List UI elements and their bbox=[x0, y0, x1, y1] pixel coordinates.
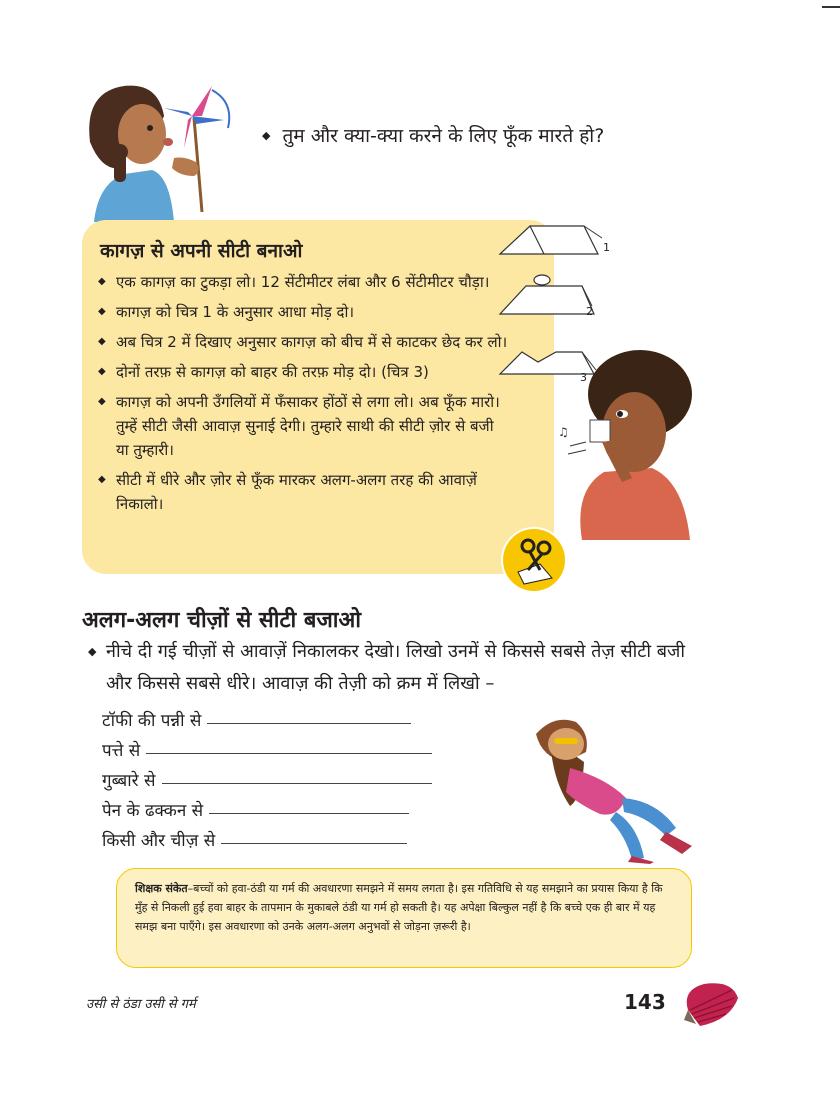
activity-step: ◆ सीटी में धीरे और ज़ोर से फूँक मारकर अलग-अलग तरह की आवाज़ें निकालो। bbox=[98, 468, 510, 516]
fill-in-row bbox=[102, 798, 409, 821]
activity-steps bbox=[98, 270, 510, 522]
bullet-icon: ◆ bbox=[88, 645, 97, 658]
activity-step: ◆ एक कागज़ का टुकड़ा लो। 12 सेंटीमीटर लंबा और 6 सेंटीमीटर चौड़ा। bbox=[98, 270, 510, 294]
intro-question bbox=[262, 122, 604, 148]
section-title: अलग-अलग चीज़ों से सीटी बजाओ bbox=[82, 608, 361, 633]
activity-step: ◆ दोनों तरफ़ से कागज़ को बाहर की तरफ़ मोड़ दो। (चित्र 3) bbox=[98, 360, 510, 384]
bullet-icon: ◆ bbox=[262, 129, 271, 142]
fill-item-label: पेन के ढक्कन से bbox=[102, 801, 204, 821]
teacher-note bbox=[116, 868, 692, 968]
answer-line[interactable] bbox=[221, 842, 407, 844]
relaxing-man-illustration bbox=[526, 708, 696, 864]
bullet-icon: ◆ bbox=[98, 336, 106, 347]
fill-item-label: पत्ते से bbox=[102, 741, 141, 761]
section-instructions-text: नीचे दी गई चीज़ों से आवाज़ें निकालकर देखो। लिखो उनमें से किससे सबसे तेज़ सीटी बजी और किससे सबसे धीरे। आवाज़ की तेज़ी को क्रम में लिखो – bbox=[106, 641, 686, 694]
answer-line[interactable] bbox=[207, 722, 411, 724]
fill-item-label: किसी और चीज़ से bbox=[102, 831, 216, 851]
activity-step: ◆ अब चित्र 2 में दिखाए अनुसार कागज़ को बीच में से काटकर छेद कर लो। bbox=[98, 330, 510, 354]
page-corner-mark bbox=[822, 6, 840, 8]
answer-line[interactable] bbox=[209, 812, 409, 814]
boy-whistle-illustration bbox=[552, 350, 692, 540]
bullet-icon: ◆ bbox=[98, 276, 106, 287]
answer-line[interactable] bbox=[162, 782, 432, 784]
girl-pinwheel-illustration bbox=[84, 72, 264, 222]
activity-step: ◆ कागज़ को अपनी उँगलियों में फँसाकर होंठों से लगा लो। अब फूँक मारो। तुम्हें सीटी जैसी आवाज़ सुनाई देगी। तुम्हारे साथी की सीटी ज़ोर से बजी या तुम्हारी। bbox=[98, 390, 510, 462]
fill-item-label: गुब्बारे से bbox=[102, 771, 156, 791]
answer-line[interactable] bbox=[146, 752, 432, 754]
chapter-title: उसी से ठंडा उसी से गर्म bbox=[86, 997, 196, 1012]
bullet-icon: ◆ bbox=[98, 366, 106, 377]
svg-text:♫: ♫ bbox=[558, 425, 569, 439]
fill-in-row bbox=[102, 738, 432, 761]
fan-icon bbox=[680, 980, 742, 1032]
teacher-note-label: शिक्षक संकेत bbox=[135, 882, 188, 895]
figure-label: 3 bbox=[580, 371, 587, 384]
activity-step: ◆ कागज़ को चित्र 1 के अनुसार आधा मोड़ दो। bbox=[98, 300, 510, 324]
figure-label: 2 bbox=[586, 305, 593, 318]
fill-in-row bbox=[102, 768, 432, 791]
fill-in-row bbox=[102, 708, 411, 731]
activity-title: कागज़ से अपनी सीटी बनाओ bbox=[100, 240, 303, 262]
bullet-icon: ◆ bbox=[98, 306, 106, 317]
bullet-icon: ◆ bbox=[98, 396, 106, 407]
teacher-note-text: –बच्चों को हवा-ठंडी या गर्म की अवधारणा समझने में समय लगता है। इस गतिविधि से यह समझाने का प्रयास किया है कि मुँह से निकली हुई हवा बाहर के तापमान के मुकाबले ठंडी या गर्म हो सकती है। यह अपेक्षा बिल्कुल नहीं है कि बच्चे एक ही बार में यह समझ बना पाएँगे। इस अवधारणा को उनके अलग-अलग अनुभवों से जोड़ना ज़रूरी है। bbox=[135, 882, 663, 933]
scissors-icon bbox=[500, 526, 568, 594]
page-number: 143 bbox=[624, 990, 666, 1014]
section-instructions bbox=[88, 636, 708, 700]
intro-question-text: तुम और क्या-क्या करने के लिए फूँक मारते हो? bbox=[282, 125, 605, 147]
bullet-icon: ◆ bbox=[98, 474, 106, 485]
fill-in-row bbox=[102, 828, 407, 851]
figure-label: 1 bbox=[603, 241, 610, 254]
fill-item-label: टॉफी की पन्नी से bbox=[102, 711, 202, 731]
